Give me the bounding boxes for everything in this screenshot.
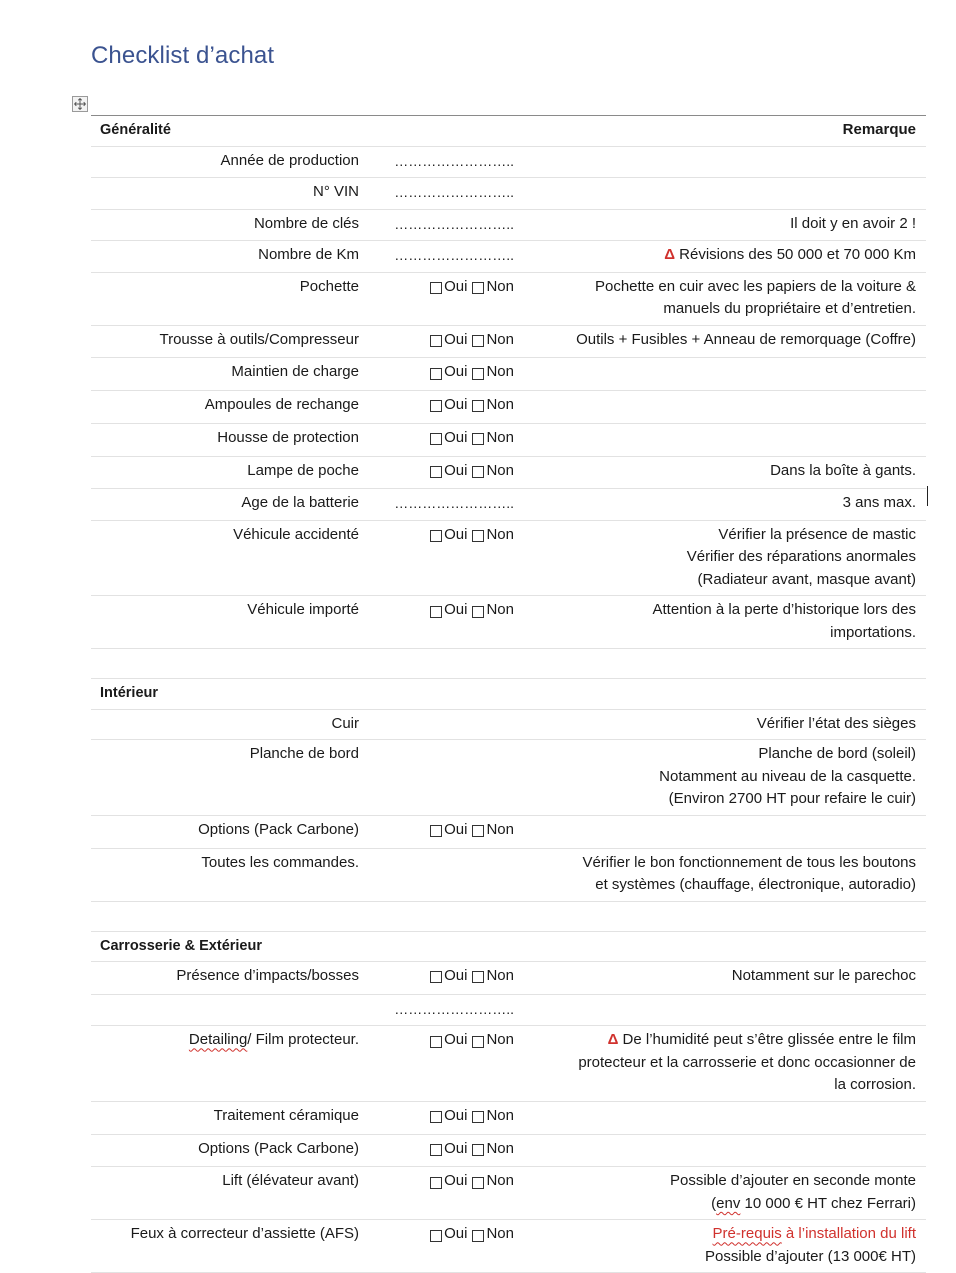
checkbox-oui-label: Oui — [444, 601, 468, 619]
item-input — [359, 273, 514, 325]
remark-text: Dans la boîte à gants. — [770, 461, 916, 479]
remark-line — [514, 460, 916, 483]
table-row — [91, 178, 926, 210]
checkbox-non-label: Non — [486, 820, 514, 838]
remark-text: Vérifier des réparations anormales — [686, 548, 916, 566]
checkbox-non-box-icon[interactable] — [472, 400, 484, 412]
remark-line — [514, 713, 916, 736]
checkbox-oui[interactable] — [430, 524, 467, 547]
remark-line — [514, 244, 916, 267]
item-remark — [514, 521, 916, 596]
table-row — [91, 849, 926, 902]
checkbox-non-box-icon[interactable] — [472, 1177, 484, 1189]
checkbox-non-label: Non — [486, 525, 514, 543]
item-input — [359, 391, 514, 423]
checkbox-oui-label: Oui — [444, 820, 468, 838]
remark-text: et systèmes (chauffage, électronique, autoradio) — [595, 876, 916, 893]
checkbox-oui-box-icon[interactable] — [430, 466, 442, 478]
text-cursor — [927, 486, 928, 506]
checkbox-oui-label: Oui — [444, 330, 468, 348]
checkbox-non-label: Non — [486, 277, 514, 295]
remark-text: Outils + Fusibles + Anneau de remorquage (Coffre) — [576, 330, 916, 348]
item-input — [359, 1167, 514, 1219]
remark-text: (Radiateur avant, masque avant) — [697, 570, 916, 588]
item-label: Lampe de poche — [247, 461, 359, 479]
remark-text: protecteur et la carrosserie et donc occasionner de — [578, 1053, 916, 1071]
remark-line — [514, 874, 916, 897]
table-row — [91, 457, 926, 490]
item-remark — [514, 816, 916, 848]
remark-line — [514, 1074, 916, 1097]
checkbox-oui-label: Oui — [444, 967, 468, 984]
checkbox-non[interactable] — [472, 361, 514, 384]
table-row — [91, 147, 926, 179]
remark-line — [514, 1170, 916, 1193]
section-carrosserie — [91, 962, 926, 1273]
table-row — [91, 596, 926, 649]
checkbox-oui-box-icon[interactable] — [430, 606, 442, 618]
item-input — [359, 457, 514, 489]
remark-text: Il doit y en avoir 2 ! — [790, 214, 916, 232]
table-header-row — [91, 116, 926, 147]
item-label: Nombre de Km — [258, 246, 359, 263]
remark-text: la corrosion. — [834, 1076, 916, 1094]
item-input — [359, 710, 514, 740]
checkbox-oui[interactable] — [430, 1138, 467, 1161]
table-row — [91, 358, 926, 391]
checkbox-oui-box-icon[interactable] — [430, 433, 442, 445]
checkbox-non-box-icon[interactable] — [472, 282, 484, 294]
item-input — [359, 521, 514, 596]
item-label: Trousse à outils/Compresseur — [159, 330, 359, 348]
item-remark — [514, 1102, 916, 1134]
remark-line — [514, 766, 916, 789]
remark-text: Notamment sur le parechoc — [731, 967, 916, 984]
item-input — [359, 849, 514, 901]
remark-line — [514, 622, 916, 645]
checkbox-oui-label: Oui — [444, 461, 468, 479]
item-remark — [514, 1167, 916, 1219]
remark-line — [514, 965, 916, 988]
item-remark — [514, 849, 916, 901]
checkbox-oui[interactable] — [430, 965, 467, 988]
checkbox-oui-box-icon[interactable] — [430, 1177, 442, 1189]
section-header-row — [91, 679, 926, 710]
checkbox-oui-box-icon[interactable] — [430, 1144, 442, 1156]
item-remark — [514, 326, 916, 358]
remark-line — [514, 329, 916, 352]
remark-text: manuels du propriétaire et d’entretien. — [663, 300, 916, 317]
checkbox-oui-label: Oui — [444, 525, 468, 543]
checkbox-non-box-icon[interactable] — [472, 335, 484, 347]
checkbox-non-box-icon[interactable] — [472, 606, 484, 618]
item-input — [359, 424, 514, 456]
blank-fill-field[interactable]: …………………….. — [394, 184, 514, 200]
remark-text: Révisions des 50 000 et 70 000 Km — [679, 246, 916, 263]
item-label: Nombre de clés — [253, 214, 359, 232]
item-input — [359, 962, 514, 994]
checkbox-oui-box-icon[interactable] — [430, 971, 442, 983]
checkbox-oui[interactable] — [430, 361, 467, 384]
section-heading-carrosserie: Carrosserie & Extérieur — [100, 937, 262, 954]
item-label: N° VIN — [312, 183, 359, 200]
checkbox-non-label: Non — [486, 1139, 514, 1157]
checkbox-oui[interactable] — [430, 329, 467, 352]
checkbox-oui-box-icon[interactable] — [430, 1036, 442, 1048]
item-input — [359, 1026, 514, 1101]
checkbox-non-label: Non — [486, 396, 514, 413]
checkbox-non[interactable] — [472, 460, 514, 483]
item-input — [359, 489, 514, 520]
item-remark — [514, 358, 916, 390]
item-remark — [514, 210, 916, 241]
item-remark — [514, 710, 916, 740]
item-label-misspelled: Detailing — [188, 1031, 248, 1049]
item-label-text: / Film protecteur. — [247, 1031, 359, 1049]
remark-text: Possible d’ajouter en seconde monte — [670, 1172, 916, 1190]
checkbox-oui[interactable] — [430, 1029, 467, 1052]
section-heading-generalite: Généralité — [100, 122, 171, 138]
item-label: Feux à correcteur d’assiette (AFS) — [130, 1225, 359, 1243]
checkbox-oui-box-icon[interactable] — [430, 335, 442, 347]
checkbox-oui[interactable] — [430, 1223, 467, 1246]
checkbox-oui-box-icon[interactable] — [430, 282, 442, 294]
item-input — [359, 178, 514, 209]
table-row — [91, 995, 926, 1027]
checkbox-non[interactable] — [472, 1029, 514, 1052]
remark-text: Vérifier le bon fonctionnement de tous les boutons — [582, 853, 916, 871]
remark-text: Pochette en cuir avec les papiers de la voiture & — [594, 277, 916, 295]
checkbox-oui-label: Oui — [444, 428, 468, 446]
checkbox-non-box-icon[interactable] — [472, 1144, 484, 1156]
checkbox-oui-label: Oui — [444, 1139, 468, 1157]
checkbox-non[interactable] — [472, 1223, 514, 1246]
document-title: Checklist d’achat — [91, 42, 275, 69]
remark-line — [514, 599, 916, 622]
move-arrows-icon — [74, 98, 86, 110]
checkbox-oui-box-icon[interactable] — [430, 825, 442, 837]
item-remark — [514, 1135, 916, 1167]
item-remark — [514, 147, 916, 178]
item-input — [359, 995, 514, 1026]
item-input — [359, 210, 514, 241]
item-input — [359, 816, 514, 848]
remark-misspelled: Pré-requis — [712, 1225, 782, 1243]
item-remark — [514, 241, 916, 272]
item-label: Véhicule importé — [247, 601, 359, 619]
checkbox-non[interactable] — [472, 524, 514, 547]
remark-line — [514, 492, 916, 515]
checkbox-oui-label: Oui — [444, 277, 468, 295]
item-input — [359, 596, 514, 648]
item-label: Année de production — [220, 151, 359, 169]
remark-line-warning — [514, 1223, 916, 1246]
checkbox-oui-label: Oui — [444, 1172, 468, 1190]
checkbox-oui[interactable] — [430, 1170, 467, 1193]
remark-text: Vérifier la présence de mastic — [718, 525, 916, 543]
table-row — [91, 241, 926, 273]
item-remark — [514, 424, 916, 456]
item-label — [91, 995, 359, 1026]
checkbox-non-label: Non — [486, 1225, 514, 1243]
checkbox-non-box-icon[interactable] — [472, 1036, 484, 1048]
remark-text: Possible d’ajouter (13 000€ HT) — [705, 1247, 916, 1265]
item-remark — [514, 740, 916, 815]
item-label: Planche de bord — [249, 745, 359, 763]
remark-text: Attention à la perte d’historique lors des — [652, 601, 916, 619]
checkbox-non-label: Non — [486, 461, 514, 479]
checkbox-non-label: Non — [486, 363, 514, 381]
checkbox-non[interactable] — [472, 329, 514, 352]
item-remark — [514, 1220, 916, 1272]
item-label: Ampoules de rechange — [204, 396, 359, 413]
item-remark — [514, 489, 916, 520]
table-row — [91, 210, 926, 242]
item-remark — [514, 1026, 916, 1101]
item-label: Toutes les commandes. — [201, 853, 359, 871]
checkbox-non[interactable] — [472, 427, 514, 450]
checkbox-oui-box-icon[interactable] — [430, 400, 442, 412]
section-header-row — [91, 932, 926, 963]
item-input — [359, 740, 514, 815]
checkbox-non-label: Non — [486, 428, 514, 446]
remark-text: importations. — [830, 623, 916, 641]
item-input — [359, 1102, 514, 1134]
remark-line — [514, 298, 916, 321]
table-row — [91, 391, 926, 424]
checkbox-oui-box-icon[interactable] — [430, 1230, 442, 1242]
checkbox-non-box-icon[interactable] — [472, 1230, 484, 1242]
item-label: Age de la batterie — [241, 494, 359, 512]
checkbox-oui-label: Oui — [444, 396, 468, 413]
checkbox-non[interactable] — [472, 1138, 514, 1161]
item-remark — [514, 273, 916, 325]
item-label: Options (Pack Carbone) — [198, 820, 359, 838]
item-label: Présence d’impacts/bosses — [176, 967, 359, 984]
checkbox-non-label: Non — [486, 601, 514, 619]
remark-line — [514, 1193, 916, 1216]
item-input — [359, 358, 514, 390]
checkbox-oui-label: Oui — [444, 1031, 468, 1049]
table-row — [91, 1220, 926, 1273]
item-remark — [514, 457, 916, 489]
table-row — [91, 1135, 926, 1168]
remark-line — [514, 1029, 916, 1052]
remark-text: ( — [711, 1194, 717, 1212]
blank-fill-field[interactable]: …………………….. — [394, 215, 514, 232]
remark-line — [514, 852, 916, 875]
item-label: Cuir — [331, 714, 359, 732]
checkbox-non[interactable] — [472, 819, 514, 842]
checkbox-oui-label: Oui — [444, 1106, 468, 1124]
item-label: Véhicule accidenté — [233, 525, 359, 543]
remark-line — [514, 788, 916, 811]
item-label: Options (Pack Carbone) — [198, 1139, 359, 1157]
table-row — [91, 1167, 926, 1220]
spacer-row — [91, 902, 926, 932]
checkbox-non-box-icon[interactable] — [472, 1111, 484, 1123]
remark-column-header: Remarque — [842, 121, 916, 138]
item-input — [359, 326, 514, 358]
item-label: Maintien de charge — [231, 363, 359, 381]
checkbox-oui[interactable] — [430, 460, 467, 483]
table-row — [91, 740, 926, 816]
item-label: Lift (élévateur avant) — [222, 1172, 359, 1190]
checkbox-non[interactable] — [472, 965, 514, 988]
checkbox-oui[interactable] — [430, 819, 467, 842]
item-label: Pochette — [299, 277, 359, 295]
table-move-handle[interactable] — [72, 96, 88, 112]
blank-fill-field[interactable]: …………………….. — [394, 247, 514, 263]
checkbox-non[interactable] — [472, 276, 514, 299]
checkbox-non-label: Non — [486, 330, 514, 348]
remark-text: à l’installation du lift — [781, 1225, 916, 1243]
section-heading-interieur: Intérieur — [100, 685, 159, 702]
checkbox-non-label: Non — [486, 1172, 514, 1190]
checkbox-non-box-icon[interactable] — [472, 971, 484, 983]
item-label — [91, 1026, 359, 1101]
remark-line — [514, 1052, 916, 1075]
warning-delta-icon: Δ — [607, 1031, 619, 1049]
checkbox-non-label: Non — [486, 1106, 514, 1124]
table-row — [91, 710, 926, 741]
checkbox-non-box-icon[interactable] — [472, 530, 484, 542]
checkbox-oui-box-icon[interactable] — [430, 1111, 442, 1123]
checkbox-non-label: Non — [486, 1031, 514, 1049]
item-remark — [514, 962, 916, 994]
remark-text: 10 000 € HT chez Ferrari) — [740, 1194, 916, 1212]
item-input — [359, 241, 514, 272]
checklist-table — [91, 115, 926, 1273]
checkbox-oui[interactable] — [430, 1105, 467, 1128]
remark-misspelled: env — [716, 1194, 741, 1212]
section-generalite — [91, 147, 926, 650]
item-label: Traitement céramique — [213, 1106, 359, 1124]
table-row — [91, 816, 926, 849]
checkbox-non-box-icon[interactable] — [472, 433, 484, 445]
blank-fill-field[interactable]: …………………….. — [394, 1000, 514, 1017]
blank-fill-field[interactable]: …………………….. — [394, 495, 514, 512]
checkbox-oui[interactable] — [430, 394, 467, 417]
remark-text: Notamment au niveau de la casquette. — [659, 767, 916, 785]
table-row — [91, 962, 926, 995]
remark-line — [514, 1246, 916, 1269]
remark-line — [514, 546, 916, 569]
checkbox-oui-label: Oui — [444, 363, 468, 381]
checkbox-non[interactable] — [472, 1170, 514, 1193]
warning-delta-icon: Δ — [664, 246, 675, 263]
remark-text: De l’humidité peut s’être glissée entre le film — [622, 1031, 916, 1049]
table-row — [91, 489, 926, 521]
remark-line — [514, 569, 916, 592]
table-row — [91, 521, 926, 597]
checkbox-oui[interactable] — [430, 427, 467, 450]
remark-line — [514, 213, 916, 236]
checkbox-oui-box-icon[interactable] — [430, 530, 442, 542]
section-interieur — [91, 710, 926, 902]
item-label: Housse de protection — [217, 428, 359, 446]
checkbox-oui[interactable] — [430, 599, 467, 622]
item-input — [359, 1135, 514, 1167]
remark-text: Planche de bord (soleil) — [758, 745, 916, 763]
remark-line — [514, 524, 916, 547]
checkbox-non-box-icon[interactable] — [472, 825, 484, 837]
checkbox-non[interactable] — [472, 1105, 514, 1128]
spacer-row — [91, 649, 926, 679]
table-row — [91, 273, 926, 326]
table-row — [91, 1102, 926, 1135]
checkbox-non-box-icon[interactable] — [472, 368, 484, 380]
remark-text: (Environ 2700 HT pour refaire le cuir) — [668, 790, 916, 808]
item-remark — [514, 178, 916, 209]
remark-text: Vérifier l’état des sièges — [756, 714, 916, 732]
checkbox-non-label: Non — [486, 967, 514, 984]
table-row — [91, 1026, 926, 1102]
item-input — [359, 147, 514, 178]
checkbox-oui[interactable] — [430, 276, 467, 299]
remark-text: 3 ans max. — [842, 494, 916, 512]
checkbox-oui-box-icon[interactable] — [430, 368, 442, 380]
checkbox-non[interactable] — [472, 394, 514, 417]
checkbox-oui-label: Oui — [444, 1225, 468, 1243]
blank-fill-field[interactable]: …………………….. — [394, 152, 514, 169]
item-input — [359, 1220, 514, 1272]
item-remark — [514, 391, 916, 423]
remark-line — [514, 276, 916, 299]
checkbox-non-box-icon[interactable] — [472, 466, 484, 478]
item-remark — [514, 596, 916, 648]
checkbox-non[interactable] — [472, 599, 514, 622]
table-row — [91, 326, 926, 359]
table-row — [91, 424, 926, 457]
remark-line — [514, 743, 916, 766]
item-remark — [514, 995, 916, 1026]
